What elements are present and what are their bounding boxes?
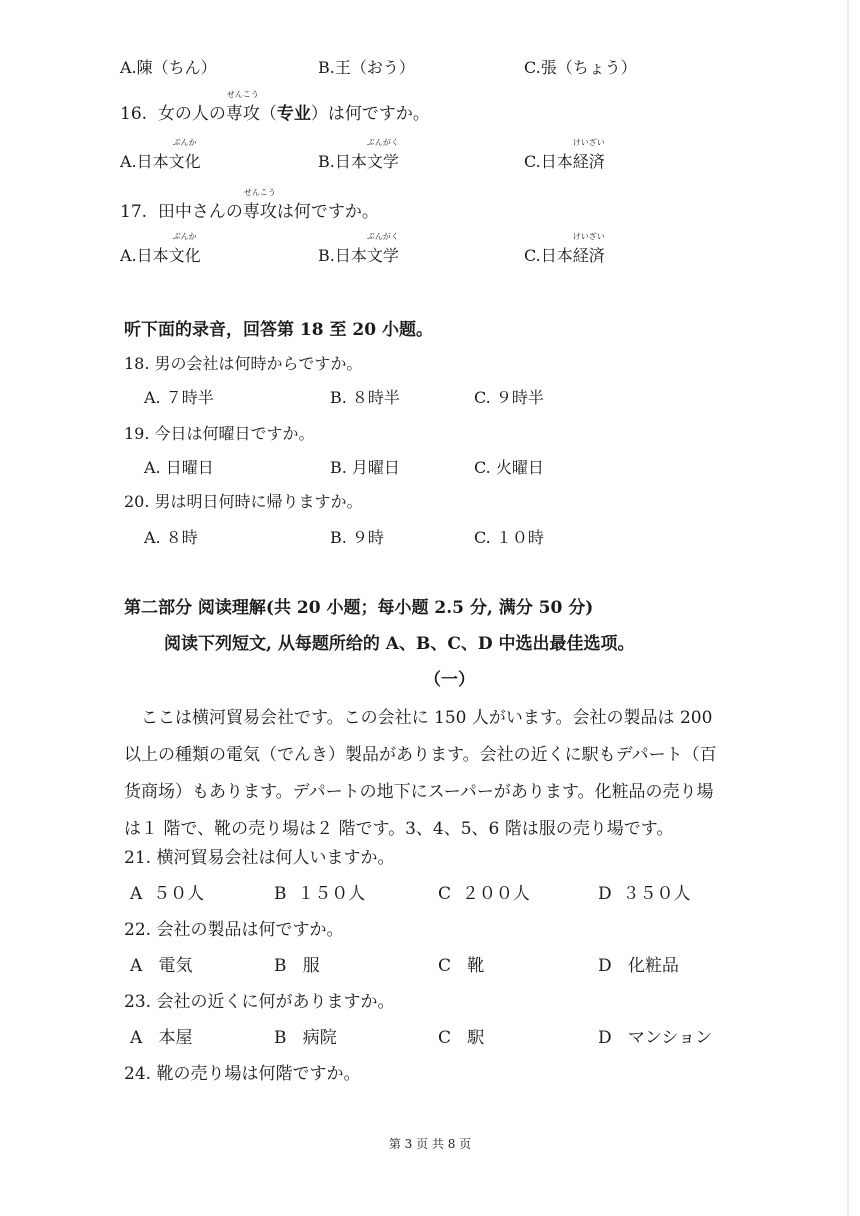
q21-option-a[interactable] [130, 882, 204, 906]
q16-option-b[interactable] [318, 138, 399, 174]
option-letter: C [438, 884, 452, 904]
option-text: 日本 [540, 246, 573, 265]
option-letter: A [130, 1028, 143, 1048]
question-text: 田中さんの [157, 202, 243, 222]
option-text: 電気 [158, 956, 193, 976]
option-letter: B [274, 884, 287, 904]
option-text: 化粧品 [627, 956, 679, 976]
option-letter: D [598, 884, 612, 904]
q22-option-b[interactable] [274, 954, 320, 978]
option-letter: A. [120, 58, 137, 77]
option-text: 日本 [136, 246, 169, 265]
ruby-base: 文化 [168, 152, 201, 171]
option-letter: A. [120, 246, 137, 265]
q18-option-a[interactable]: A. ７時半 [144, 388, 214, 407]
ruby-word [366, 138, 399, 174]
ruby-reading: せんこう [226, 90, 259, 99]
q20-option-c[interactable]: C. １０時 [474, 528, 544, 547]
question-text: （ [259, 104, 277, 124]
q16-option-a[interactable] [120, 138, 201, 174]
q20-option-b[interactable]: B. ９時 [330, 528, 384, 547]
ruby-reading: ぶんか [172, 138, 197, 147]
option-text: ３５０人 [622, 884, 691, 904]
option-letter: D [598, 1028, 612, 1048]
question-16 [120, 90, 430, 126]
ruby-base: 専攻 [225, 104, 260, 124]
q17-option-a[interactable] [120, 232, 201, 268]
question-18: 18. 男の会社は何時からですか。 [124, 354, 363, 373]
passage-line: 以上の種類の電気（でんき）製品があります。会社の近くに駅もデパート（百 [124, 745, 717, 765]
ruby-base: 専攻 [242, 202, 277, 222]
question-number: 16. [120, 104, 148, 124]
question-20: 20. 男は明日何時に帰りますか。 [124, 492, 363, 511]
q23-option-d[interactable] [598, 1026, 712, 1050]
option-letter: D [598, 956, 612, 976]
q19-option-a[interactable]: A. 日曜日 [144, 458, 214, 477]
q21-option-c[interactable] [438, 882, 530, 906]
option-letter: A. [120, 152, 137, 171]
option-letter: A [130, 956, 143, 976]
ruby-base: 経済 [572, 152, 605, 171]
option-text: マンション [627, 1028, 713, 1048]
ruby-base: 文化 [168, 246, 201, 265]
question-gloss: 专业 [276, 104, 311, 124]
option-text: 日本 [540, 152, 573, 171]
option-letter: B. [318, 246, 335, 265]
page-footer: 第 3 页 共 8 页 [388, 1137, 472, 1151]
option-letter: B. [318, 58, 335, 77]
q23-option-b[interactable] [274, 1026, 337, 1050]
ruby-word [168, 138, 201, 174]
question-19: 19. 今日は何曜日ですか。 [124, 424, 315, 443]
q15-option-a[interactable] [120, 56, 217, 80]
ruby-reading: ぶんがく [366, 138, 399, 147]
passage-number: （一） [424, 670, 475, 690]
option-text: １５０人 [297, 884, 366, 904]
option-letter: C. [524, 58, 541, 77]
ruby-word [225, 90, 260, 126]
option-letter: B. [318, 152, 335, 171]
ruby-word [572, 138, 605, 174]
question-24: 24. 靴の売り場は何階ですか。 [124, 1064, 361, 1084]
q18-option-b[interactable]: B. ８時半 [330, 388, 400, 407]
passage-line: は１ 階で、靴の売り場は２ 階です。3、4、5、6 階は服の売り場です。 [124, 819, 674, 839]
question-text: 女の人の [157, 104, 226, 124]
ruby-base: 経済 [572, 246, 605, 265]
option-letter: C [438, 1028, 452, 1048]
option-text: 本屋 [158, 1028, 193, 1048]
q20-option-a[interactable]: A. ８時 [144, 528, 198, 547]
q21-option-b[interactable] [274, 882, 365, 906]
question-23: 23. 会社の近くに何がありますか。 [124, 992, 395, 1012]
q21-option-d[interactable] [598, 882, 690, 906]
q18-option-c[interactable]: C. ９時半 [474, 388, 544, 407]
option-text: 陳（ちん） [136, 58, 217, 77]
ruby-reading: けいざい [572, 138, 605, 147]
part2-title: 第二部分 阅读理解(共 20 小题；每小题 2.5 分, 满分 50 分) [124, 598, 594, 618]
option-letter: B [274, 1028, 287, 1048]
option-letter: C [438, 956, 452, 976]
page-edge-line [847, 0, 849, 1216]
option-text: 駅 [467, 1028, 485, 1048]
option-text: 日本 [334, 152, 367, 171]
q23-option-c[interactable] [438, 1026, 484, 1050]
q17-option-b[interactable] [318, 232, 399, 268]
passage-line: ここは横河貿易会社です。この会社に 150 人がいます。会社の製品は 200 [124, 708, 713, 728]
passage-line: 货商场）もあります。デパートの地下にスーパーがあります。化粧品の売り場 [124, 782, 714, 802]
ruby-reading: ぶんがく [366, 232, 399, 241]
option-letter: C. [524, 246, 541, 265]
ruby-reading: ぶんか [172, 232, 197, 241]
option-text: 張（ちょう） [540, 58, 637, 77]
ruby-base: 文学 [366, 152, 399, 171]
part2-instruction: 阅读下列短文, 从每题所给的 A、B、C、D 中选出最佳选项。 [164, 634, 635, 654]
q16-option-c[interactable] [524, 138, 605, 174]
ruby-reading: せんこう [243, 188, 276, 197]
question-22: 22. 会社の製品は何ですか。 [124, 920, 344, 940]
option-text: ２００人 [461, 884, 530, 904]
ruby-word [366, 232, 399, 268]
option-letter: A [130, 884, 143, 904]
option-text: ５０人 [153, 884, 205, 904]
option-text: 靴 [467, 956, 485, 976]
option-letter: C. [524, 152, 541, 171]
ruby-reading: けいざい [572, 232, 605, 241]
option-text: 服 [302, 956, 320, 976]
q19-option-b[interactable]: B. 月曜日 [330, 458, 400, 477]
q22-option-a[interactable] [130, 954, 193, 978]
option-text: 日本 [334, 246, 367, 265]
option-text: 日本 [136, 152, 169, 171]
q17-option-c[interactable] [524, 232, 605, 268]
q19-option-c[interactable]: C. 火曜日 [474, 458, 544, 477]
q22-option-c[interactable] [438, 954, 484, 978]
q15-option-c[interactable] [524, 56, 637, 80]
option-letter: B [274, 956, 287, 976]
ruby-word [168, 232, 201, 268]
question-number: 17. [120, 202, 148, 222]
question-text: は何ですか。 [276, 202, 379, 222]
ruby-word [572, 232, 605, 268]
question-17 [120, 188, 379, 224]
q22-option-d[interactable] [598, 954, 679, 978]
listening-section-heading: 听下面的录音，回答第 18 至 20 小题。 [124, 320, 433, 340]
ruby-base: 文学 [366, 246, 399, 265]
option-text: 病院 [302, 1028, 337, 1048]
q23-option-a[interactable] [130, 1026, 193, 1050]
q15-option-b[interactable] [318, 56, 415, 80]
question-text: ）は何ですか。 [310, 104, 430, 124]
reading-passage [124, 700, 764, 848]
question-21: 21. 横河貿易会社は何人いますか。 [124, 848, 395, 868]
option-text: 王（おう） [334, 58, 415, 77]
ruby-word [242, 188, 277, 224]
